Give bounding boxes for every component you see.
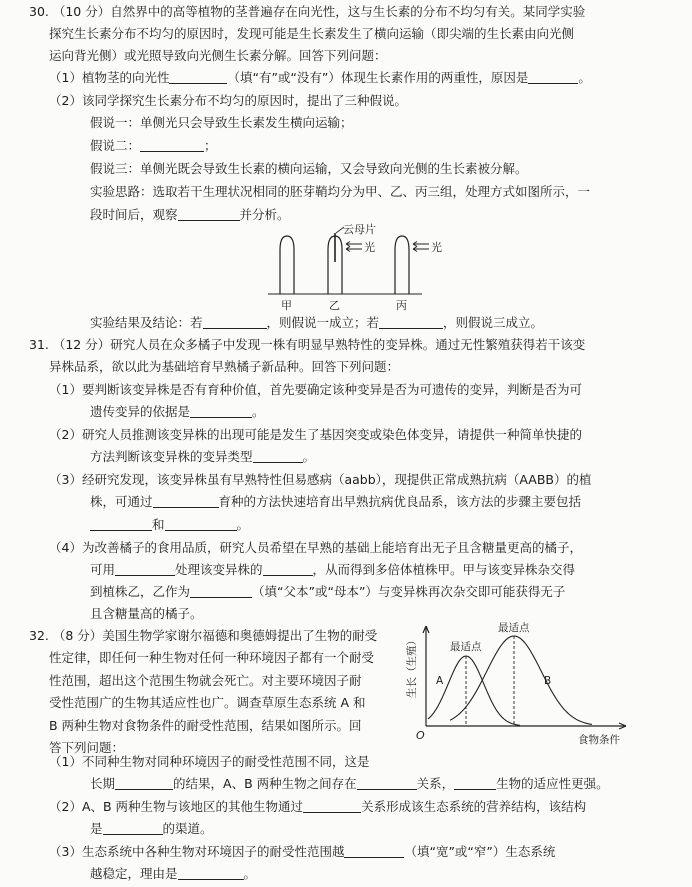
q30-part2: （2）该同学探究生长素分布不均匀的原因时，提出了三种假说。	[49, 93, 407, 108]
q30-part1-a: （1）植物茎的向光性	[49, 70, 170, 85]
q32-part3-c-text: 越稳定，理由是	[90, 866, 178, 881]
answer-blank[interactable]	[357, 776, 417, 790]
light-label-yi: 光	[364, 241, 375, 254]
answer-blank[interactable]	[303, 799, 361, 813]
q32-part3-a-text: （3）生态系统中各种生物对环境因子的耐受性范围越	[49, 844, 345, 859]
q31-part3-and: 和	[152, 517, 165, 532]
q32-part1-a: （1）不同种生物对同种环境因子的耐受性范围不同，这是	[49, 754, 370, 769]
origin-label: O	[416, 729, 425, 742]
q32-part3-b: （填“宽”或“窄”）生态系统	[404, 844, 556, 859]
q31-part2-b	[90, 449, 315, 465]
q32-line4: 受性范围广的生物其适应性也广。调查草原生态系统 A 和	[49, 695, 366, 710]
q30-experiment2-a: 段时间后，观察	[90, 207, 178, 222]
q31-part3-d	[90, 517, 249, 533]
light-label-bing: 光	[431, 241, 442, 254]
q31-part4-f: （填“父本”或“母本”）与变异株再次杂交即可能获得无子	[252, 584, 566, 599]
answer-blank[interactable]	[169, 70, 227, 84]
q32-line1: 32. （8 分）美国生物学家谢尔福德和奥德姆提出了生物的耐受	[29, 628, 378, 643]
q32-part3-a	[49, 844, 555, 860]
label-yi: 乙	[329, 299, 340, 312]
q30-hypothesis2-a: 假说二：	[90, 138, 141, 153]
q31-part2-b-text: 方法判断该变异株的变异类型	[90, 449, 253, 464]
q31-part4-b	[90, 562, 575, 578]
mica-label: 云母片	[343, 223, 376, 236]
q32-part1-c: 的结果，A、B 两种生物之间存在	[173, 776, 357, 791]
y-axis-label: 生长（生殖）	[406, 635, 418, 698]
q32-part3-c	[90, 866, 256, 882]
answer-blank[interactable]	[165, 517, 237, 531]
q31-part1-b-text: 遗传变异的依据是	[90, 404, 191, 419]
q32-line2: 性定律，即任何一种生物对任何一种环境因子都有一个耐受	[49, 650, 375, 665]
q30-result	[90, 315, 543, 331]
coleoptile-figure	[250, 222, 470, 312]
tolerance-chart	[402, 622, 634, 746]
q31-part1-c: 。	[252, 404, 265, 419]
answer-blank[interactable]	[528, 70, 578, 84]
q31-part4-a: （4）为改善橘子的食用品质，研究人员希望在早熟的基础上能培育出无子且含糖量更高的橘子，	[49, 540, 582, 555]
q32-part1-d: 关系，	[416, 776, 455, 791]
q30-result-c: ，则假说三成立。	[443, 315, 544, 330]
q30-hypothesis1: 假说一：单侧光只会导致生长素发生横向运输；	[90, 115, 353, 130]
q32-part2-a	[49, 799, 586, 815]
answer-blank[interactable]	[115, 562, 175, 576]
q30-result-a: 实验结果及结论：若	[90, 315, 203, 330]
q32-part1-b-text: 长期	[90, 776, 116, 791]
answer-blank[interactable]	[253, 449, 303, 463]
answer-blank[interactable]	[103, 821, 163, 835]
coleoptile-jia	[280, 236, 294, 294]
q30-line2: 探究生长素分布不均匀的原因时，发现可能是生长素发生了横向运输（即尖端的生长素由向光侧	[49, 26, 575, 41]
series-label-b: B	[544, 675, 552, 687]
answer-blank[interactable]	[379, 315, 443, 329]
series-label-a: A	[436, 675, 444, 687]
q32-line6: 答下列问题：	[49, 740, 125, 755]
q30-line1: 30. （10 分）自然界中的高等植物的茎普遍存在向光性，这与生长素的分布不均匀有关。某同学实验	[29, 4, 586, 19]
q30-experiment1: 实验思路：选取若干生理状况相同的胚芽鞘均分为甲、乙、丙三组，处理方式如图所示，一	[90, 184, 591, 199]
answer-blank[interactable]	[178, 207, 240, 221]
q32-line5: B 两种生物对食物条件的耐受性范围，结果如图所示。回	[49, 718, 362, 733]
x-axis-label: 食物条件	[578, 734, 620, 746]
answer-blank[interactable]	[454, 776, 496, 790]
label-jia: 甲	[281, 299, 292, 312]
q31-part3-b-text: 株，可通过	[90, 494, 153, 509]
light-arrow-yi	[346, 242, 362, 252]
answer-blank[interactable]	[263, 562, 313, 576]
answer-blank[interactable]	[153, 494, 219, 508]
q31-part4-e	[90, 584, 565, 600]
q30-part1-c: 。	[578, 70, 591, 85]
coleoptile-bing	[395, 236, 409, 294]
q31-part2-a: （2）研究人员推测该变异株的出现可能是发生了基因突变或染色体变异，请提供一种简单快捷的	[49, 427, 582, 442]
q31-part2-c: 。	[302, 449, 316, 464]
q31-part4-b-text: 可用	[90, 562, 116, 577]
q31-line1: 31. （12 分）研究人员在众多橘子中发现一株有明显早熟特性的变异株。通过无性繁殖获得若干该变	[29, 337, 586, 352]
answer-blank[interactable]	[140, 138, 204, 152]
q30-part1	[49, 70, 591, 86]
q31-line2: 异株品系，欲以此为基础培育早熟橘子新品种。回答下列问题：	[49, 359, 400, 374]
q31-part4-d: ，从而得到多倍体植株甲。甲与该变异株杂交得	[312, 562, 576, 577]
q30-hypothesis2	[90, 138, 217, 154]
answer-blank[interactable]	[190, 404, 252, 418]
q31-part3-b	[90, 494, 581, 510]
q31-part1-b	[90, 404, 265, 420]
answer-blank[interactable]	[203, 315, 267, 329]
q31-part4-c: 处理该变异株的	[175, 562, 263, 577]
q31-part3-a: （3）经研究发现，该变异株虽有早熟特性但易感病（aabb），现提供正常成熟抗病（AABB）的植	[49, 472, 592, 487]
q32-part2-c	[90, 821, 213, 837]
label-bing: 丙	[396, 299, 407, 312]
answer-blank[interactable]	[190, 584, 252, 598]
answer-blank[interactable]	[115, 776, 173, 790]
q30-result-b: ，则假说一成立；若	[266, 315, 380, 330]
curve-a	[428, 656, 520, 725]
q32-part3-d: 。	[243, 866, 257, 881]
q30-experiment2	[90, 207, 290, 223]
q30-line3: 运向背光侧）或光照导致向光侧生长素分解。回答下列问题：	[49, 48, 387, 63]
q30-part1-b: （填“有”或“没有”）体现生长素作用的两重性，原因是	[227, 70, 529, 85]
q30-hypothesis2-b: ；	[204, 138, 217, 153]
answer-blank[interactable]	[90, 517, 152, 531]
optimum-label-a: 最适点	[450, 641, 482, 653]
q32-part2-d: 的渠道。	[162, 821, 213, 836]
light-arrow-bing	[413, 242, 429, 252]
answer-blank[interactable]	[344, 844, 404, 858]
q30-experiment2-b: 并分析。	[239, 207, 290, 222]
q32-line3: 性范围，超出这个范围生物就会死亡。对主要环境因子耐	[49, 673, 362, 688]
q31-part1-a: （1）要判断该变异株是否有育种价值，首先要确定该种变异是否为可遗传的变异，判断是否为可	[49, 382, 582, 397]
q32-part2-c-text: 是	[90, 821, 103, 836]
q30-hypothesis3: 假说三：单侧光既会导致生长素的横向运输，又会导致向光侧的生长素被分解。	[90, 161, 528, 176]
answer-blank[interactable]	[178, 866, 244, 880]
q32-part1-e: 生物的适应性更强。	[496, 776, 609, 791]
q31-part3-e: 。	[236, 517, 250, 532]
q32-part2-a-text: （2）A、B 两种生物与该地区的其他生物通过	[49, 799, 304, 814]
optimum-label-b: 最适点	[498, 622, 530, 634]
q31-part4-e-text: 到植株乙，乙作为	[90, 584, 191, 599]
q32-part1-b	[90, 776, 609, 792]
q32-part2-b: 关系形成该生态系统的营养结构，该结构	[361, 799, 587, 814]
q31-part4-g: 且含糖量高的橘子。	[90, 606, 203, 621]
q31-part3-c: 育种的方法快速培育出早熟抗病优良品系，该方法的步骤主要包括	[218, 494, 582, 509]
